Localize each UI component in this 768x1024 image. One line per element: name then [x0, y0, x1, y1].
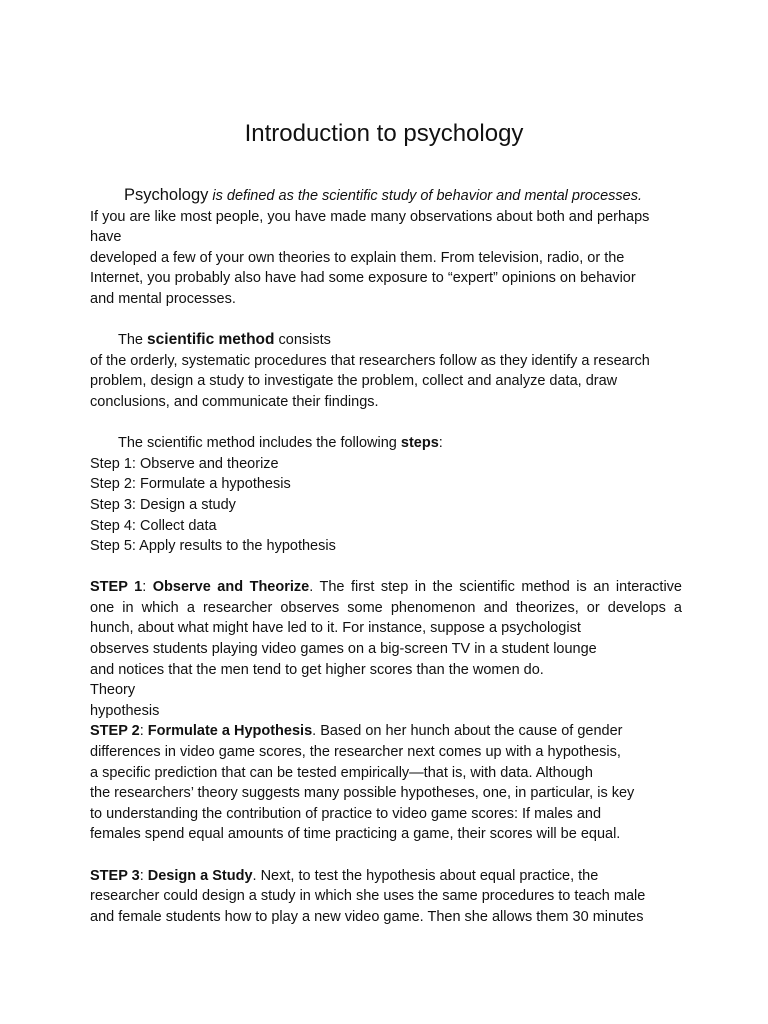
intro-line: developed a few of your own theories to explain them. From television, radio, or the [90, 249, 625, 266]
step2-line: females spend equal amounts of time practicing a game, their scores will be equal. [90, 826, 621, 843]
method-first-line [90, 330, 682, 351]
step1-first-line [90, 577, 682, 598]
step2-line: to understanding the contribution of practice to video game scores: If males and [90, 805, 602, 822]
step1-first-line-rest: . The first step in the scientific method is an interactive [309, 579, 682, 596]
intro-lead-word: Psychology [124, 186, 209, 204]
step3-line: and female students how to play a new video game. Then she allows them 30 minutes [90, 908, 644, 925]
step1-label: STEP 1 [90, 579, 143, 596]
step2-first-line [90, 721, 682, 742]
steps-intro-text: The scientific method includes the following [118, 435, 397, 452]
step3-sep: : [139, 867, 148, 884]
step3-heading: Design a Study [147, 867, 253, 884]
step1-line: hypothesis [90, 702, 160, 719]
step1-line: one in which a researcher observes some phenomenon and theorizes, or develops a [90, 599, 682, 616]
step2-heading: Formulate a Hypothesis [147, 723, 313, 740]
step3-label: STEP 3 [90, 867, 140, 884]
step-list-item: Step 1: Observe and theorize [90, 455, 279, 472]
step-list-item: Step 2: Formulate a hypothesis [90, 476, 291, 493]
intro-first-line [90, 185, 682, 207]
intro-line: have [90, 229, 122, 246]
intro-line: If you are like most people, you have made many observations about both and perhaps [90, 208, 650, 225]
document-title: Introduction to psychology [244, 120, 524, 147]
intro-definition: is defined as the scientific study of behavior and mental processes. [212, 188, 643, 204]
steps-intro [90, 433, 682, 454]
step1-line: observes students playing video games on a big-screen TV in a student lounge [90, 641, 597, 658]
method-prefix: The [118, 332, 143, 349]
step1-sep: : [142, 579, 153, 596]
method-line: conclusions, and communicate their findings. [90, 393, 379, 410]
step1-line: and notices that the men tend to get higher scores than the women do. [90, 661, 544, 678]
intro-line: Internet, you probably also have had some exposure to “expert” opinions on behavior [90, 270, 636, 287]
step3-first-line [90, 866, 682, 887]
step1-line: Theory [90, 682, 136, 699]
step-list-item: Step 5: Apply results to the hypothesis [90, 538, 336, 555]
steps-intro-bold: steps [400, 435, 439, 452]
step2-line: a specific prediction that can be tested empirically—that is, with data. Although [90, 764, 593, 781]
step-list-item: Step 4: Collect data [90, 517, 217, 534]
step1-heading: Observe and Theorize [152, 579, 310, 596]
steps-intro-end: : [438, 435, 443, 452]
step-list-item: Step 3: Design a study [90, 496, 236, 513]
document-body [90, 185, 682, 927]
step2-first-line-rest: . Based on her hunch about the cause of gender [312, 723, 623, 740]
method-suffix: consists [278, 332, 331, 349]
method-line: problem, design a study to investigate the problem, collect and analyze data, draw [90, 373, 618, 390]
step2-sep: : [139, 723, 148, 740]
step2-label: STEP 2 [90, 723, 140, 740]
step2-line: differences in video game scores, the researcher next comes up with a hypothesis, [90, 744, 621, 761]
step3-first-line-rest: . Next, to test the hypothesis about equal practice, the [252, 867, 599, 884]
step2-line: the researchers’ theory suggests many possible hypotheses, one, in particular, is key [90, 785, 635, 802]
step3-line: researcher could design a study in which she uses the same procedures to teach male [90, 888, 646, 905]
method-term: scientific method [147, 331, 275, 349]
intro-line: and mental processes. [90, 290, 236, 307]
method-line: of the orderly, systematic procedures that researchers follow as they identify a research [90, 352, 650, 369]
step1-line: hunch, about what might have led to it. For instance, suppose a psychologist [90, 620, 581, 637]
